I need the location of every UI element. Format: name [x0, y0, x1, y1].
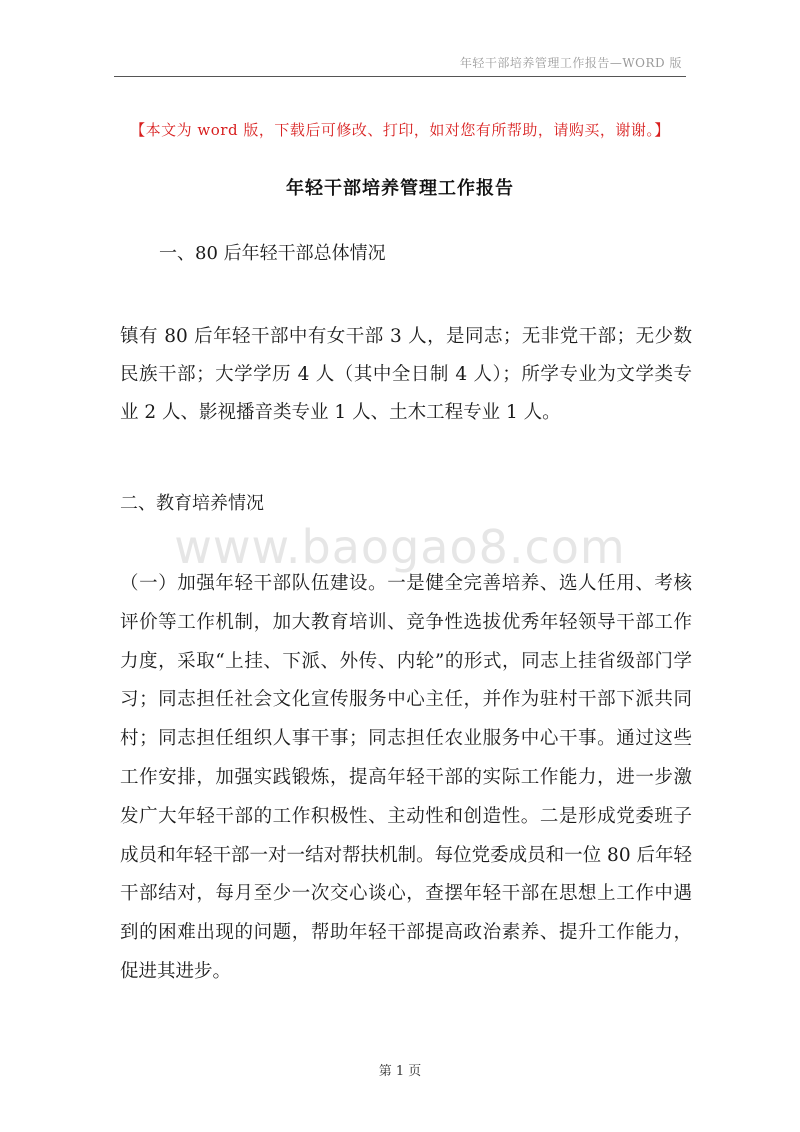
watermark: www.baogao8.com: [174, 520, 626, 574]
section-heading-training: 二、教育培养情况: [120, 493, 264, 514]
document-title: 年轻干部培养管理工作报告: [286, 178, 514, 199]
page-number: 第 1 页: [378, 1064, 422, 1079]
paragraph-training: （一）加强年轻干部队伍建设。一是健全完善培养、选人任用、考核评价等工作机制，加大教育培训、竞争性选拔优秀年轻领导干部工作力度，采取“上挂、下派、外传、内轮”的形式，同志上挂省级部门学习；同志担任社会文化宣传服务中心主任，并作为驻村干部下派共同村；同志担任组织人事干事；同志担任农业服务中心干事。通过这些工作安排，加强实践锻炼，提高年轻干部的实际工作能力，进一步激发广大年轻干部的工作积极性、主动性和创造性。二是形成党委班子成员和年轻干部一对一结对帮扶机制。每位党委成员和一位 80 后年轻干部结对，每月至少一次交心谈心，查摆年轻干部在思想上工作中遇到的困难出现的问题，帮助年轻干部提高政治素养、提升工作能力，促进其进步。: [120, 573, 692, 982]
section-heading-overview: 一、80 后年轻干部总体情况: [159, 243, 386, 264]
header-divider: [114, 76, 686, 77]
purchase-notice: 【本文为 word 版，下载后可修改、打印，如对您有所帮助，请购买，谢谢。】: [130, 121, 670, 139]
running-header: 年轻干部培养管理工作报告—WORD 版: [459, 56, 682, 70]
paragraph-overview: 镇有 80 后年轻干部中有女干部 3 人，是同志；无非党干部；无少数民族干部；大学学历 4 人（其中全日制 4 人）；所学专业为文学类专业 2 人、影视播音类专业 1 人、土木工程专业 1 人。: [120, 326, 692, 423]
